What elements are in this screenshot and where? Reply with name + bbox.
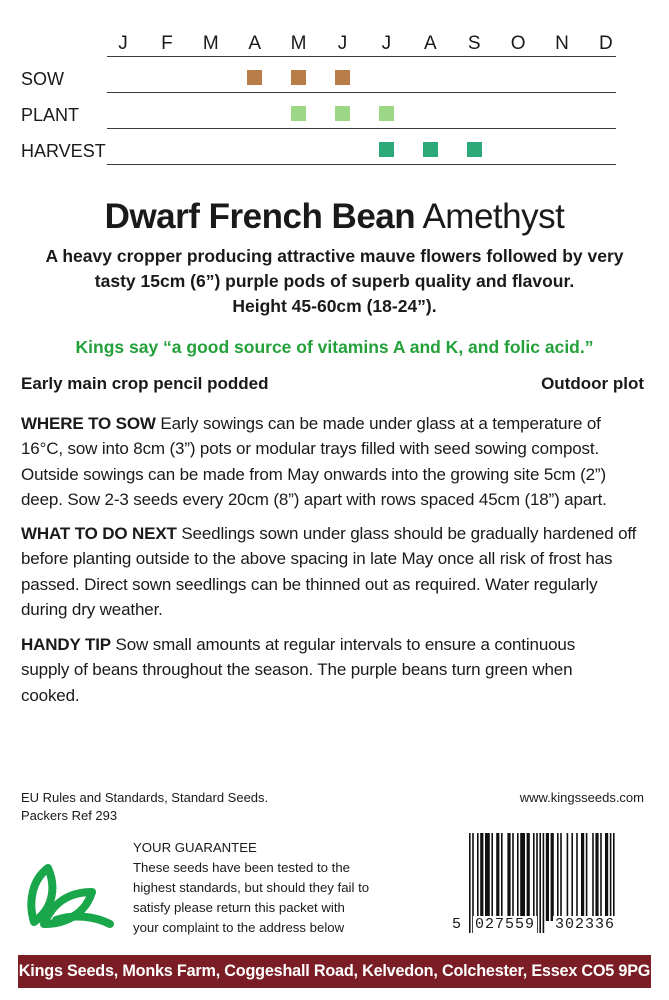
barcode-number	[443, 916, 643, 936]
where-to-sow-heading: WHERE TO SOW	[21, 414, 156, 433]
product-title	[0, 196, 669, 238]
barcode-bar	[613, 833, 615, 921]
barcode-bar	[571, 833, 573, 921]
product-variety: Amethyst	[422, 197, 565, 236]
barcode-bar	[592, 833, 594, 921]
month-label: D	[599, 33, 613, 54]
row-label-plant: PLANT	[21, 105, 80, 125]
where-to-sow-text: deep. Sow 2-3 seeds every 20cm (8”) apart with rows spaced 45cm (18”) apart.	[21, 489, 607, 509]
what-to-do-next-heading: WHAT TO DO NEXT	[21, 524, 177, 543]
month-label: S	[467, 33, 481, 54]
handy-tip-text: supply of beans throughout the season. The purple beans turn green when	[21, 660, 573, 680]
what-to-do-next-text: passed. Direct sown seedlings can be thinned out as required. Water regularly	[21, 574, 598, 594]
where-to-sow-text: Early sowings can be made under glass at a temperature of	[155, 414, 601, 433]
website-link[interactable]: www.kingsseeds.com	[519, 790, 644, 805]
month-label: J	[118, 33, 128, 54]
barcode-bar	[605, 833, 608, 921]
month-label: N	[555, 33, 569, 54]
barcode-digits-left: 027559	[475, 916, 536, 933]
row-label-harvest: HARVEST	[21, 141, 106, 161]
calendar-rule	[107, 56, 616, 57]
barcode-bar	[551, 833, 554, 921]
month-label: F	[161, 33, 173, 54]
plant-marker	[335, 106, 350, 121]
sow-marker	[335, 70, 350, 85]
handy-tip-section	[21, 632, 649, 708]
barcode-digits-right: 302336	[555, 916, 616, 933]
barcode-bar	[512, 833, 514, 921]
product-name: Dwarf French Bean	[104, 197, 416, 236]
calendar-rule	[107, 164, 616, 165]
barcode-bar	[557, 833, 559, 921]
guarantee-line: your complaint to the address below	[133, 920, 345, 935]
rules-text: EU Rules and Standards, Standard Seeds.	[21, 790, 269, 805]
barcode-bar	[576, 833, 578, 921]
barcode-bar	[517, 833, 519, 921]
calendar-rule	[107, 128, 616, 129]
barcode-bar	[527, 833, 530, 921]
barcode-bar	[546, 833, 549, 921]
month-label: A	[248, 33, 262, 54]
guarantee-heading: YOUR GUARANTEE	[133, 840, 257, 855]
address-bar: Kings Seeds, Monks Farm, Coggeshall Road, Kelvedon, Colchester, Essex CO5 9PG	[18, 955, 651, 988]
handy-tip-text: cooked.	[21, 685, 80, 705]
barcode-bar	[595, 833, 598, 921]
harvest-marker	[423, 142, 438, 157]
barcode-digit-prefix: 5	[452, 916, 463, 933]
barcode-bar	[491, 833, 493, 921]
where-to-sow-text: 16°C, sow into 8cm (3”) pots or modular trays filled with seed sowing compost.	[21, 439, 600, 459]
plant-marker	[291, 106, 306, 121]
what-to-do-next-text: before planting outside to the above spacing in late May once all risk of frost has	[21, 549, 613, 569]
guarantee-line: highest standards, but should they fail to	[133, 880, 370, 895]
month-label: A	[423, 33, 437, 54]
guarantee-text	[133, 838, 403, 938]
barcode-bar	[533, 833, 535, 921]
month-label: M	[290, 33, 307, 54]
where-to-sow-section	[21, 411, 649, 512]
description-line: A heavy cropper producing attractive mauve flowers followed by very	[45, 246, 624, 266]
barcode-bar	[507, 833, 510, 921]
row-label-sow: SOW	[21, 69, 64, 89]
barcode-bar	[480, 833, 483, 921]
barcode-bar	[477, 833, 479, 921]
sow-marker	[291, 70, 306, 85]
month-label: J	[381, 33, 392, 54]
barcode-bar	[496, 833, 499, 921]
sow-marker	[247, 70, 262, 85]
harvest-marker	[467, 142, 482, 157]
guarantee-line: These seeds have been tested to the	[133, 860, 351, 875]
plant-marker	[379, 106, 394, 121]
where-to-sow-text: Outside sowings can be made from May onwards into the growing site 5cm (2”)	[21, 464, 606, 484]
kings-quote: Kings say “a good source of vitamins A and K, and folic acid.”	[75, 337, 594, 357]
barcode-bar	[501, 833, 503, 921]
barcode-bar	[485, 833, 490, 921]
guarantee-line: satisfy please return this packet with	[133, 900, 345, 915]
description-line: tasty 15cm (6”) purple pods of superb quality and flavour.	[94, 271, 575, 291]
month-label: J	[337, 33, 348, 54]
growing-location: Outdoor plot	[541, 374, 644, 393]
month-label: O	[510, 33, 526, 54]
what-to-do-next-text: Seedlings sown under glass should be gradually hardened off	[176, 524, 637, 543]
handy-tip-heading: HANDY TIP	[21, 635, 111, 654]
crop-type: Early main crop pencil podded	[21, 374, 269, 393]
kings-leaf-logo	[22, 858, 116, 930]
product-description	[20, 244, 649, 319]
barcode-bar	[567, 833, 569, 921]
packers-ref: Packers Ref 293	[21, 808, 118, 823]
handy-tip-text: Sow small amounts at regular intervals to ensure a continuous	[110, 635, 576, 654]
description-line: Height 45-60cm (18-24”).	[232, 296, 437, 316]
barcode-bar	[586, 833, 588, 921]
month-label: M	[202, 33, 219, 54]
barcode-bar	[560, 833, 562, 921]
barcode-bar	[581, 833, 584, 921]
calendar-rule	[107, 92, 616, 93]
what-to-do-next-section	[21, 521, 649, 622]
sowing-calendar	[0, 0, 669, 170]
harvest-marker	[379, 142, 394, 157]
barcode-bar	[520, 833, 525, 921]
barcode-bar	[600, 833, 602, 921]
what-to-do-next-text: during dry weather.	[21, 599, 163, 619]
